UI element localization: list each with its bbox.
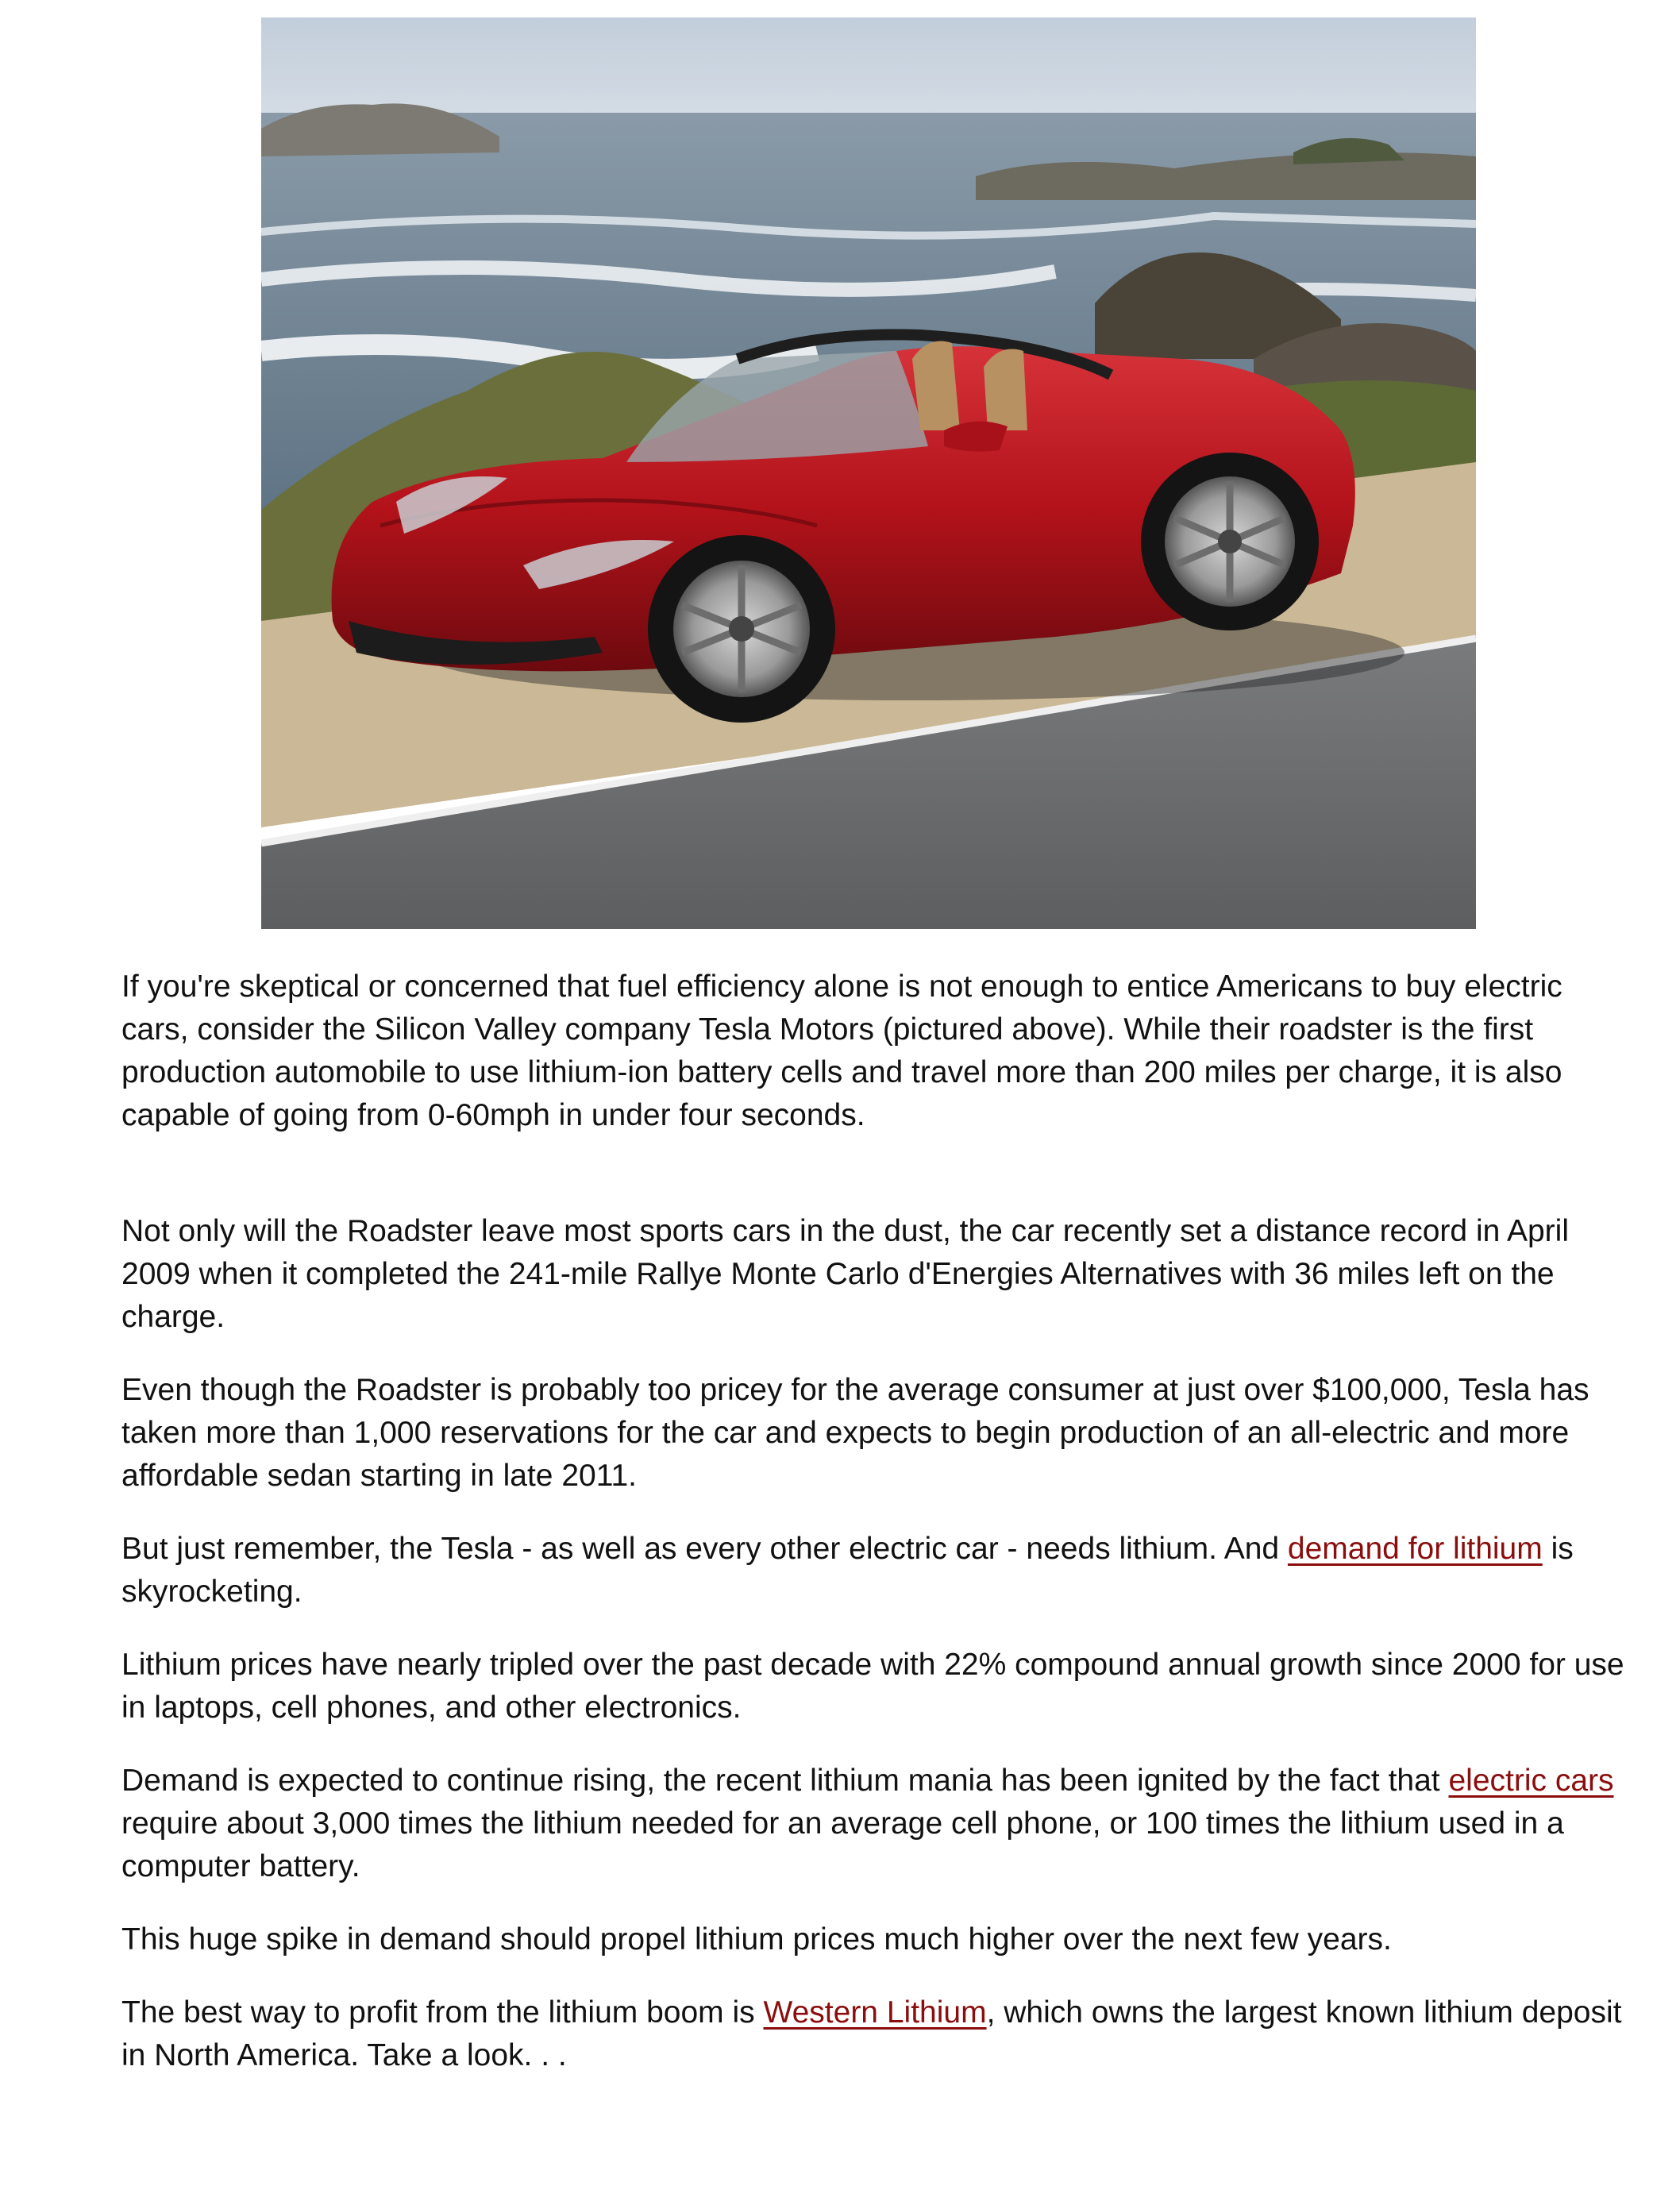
- article-body: [121, 966, 1630, 2107]
- paragraph-text: require about 3,000 times the lithium needed for an average cell phone, or 100 times the lithium used in a computer battery.: [121, 1806, 1564, 1883]
- paragraph-western-lithium: [121, 1991, 1630, 2077]
- hero-photo: [261, 17, 1476, 929]
- demand-for-lithium-link[interactable]: demand for lithium: [1287, 1532, 1543, 1566]
- paragraph-text: Demand is expected to continue rising, the recent lithium mania has been ignited by the fact that: [121, 1764, 1449, 1798]
- paragraph-text: is skyrocketing.: [121, 1532, 1574, 1609]
- paragraph-lithium-prices: Lithium prices have nearly tripled over the past decade with 22% compound annual growth since 2000 for use in laptops, cell phones, and other electronics.: [121, 1648, 1624, 1725]
- paragraph-text: The best way to profit from the lithium boom is: [121, 1995, 764, 2030]
- paragraph-electric-cars: [121, 1760, 1630, 1888]
- paragraph-price-spike: This huge spike in demand should propel lithium prices much higher over the next few years.: [121, 1922, 1392, 1956]
- paragraph-lithium-demand: [121, 1528, 1630, 1613]
- paragraph-intro: If you're skeptical or concerned that fuel efficiency alone is not enough to entice Americans to buy electric cars, consider the Silicon Valley company Tesla Motors (pictured above). While their roadster is the first production automobile to use lithium-ion battery cells and travel more than 200 miles per charge, it is also capable of going from 0-60mph in under four seconds.: [121, 970, 1562, 1132]
- paragraph-price: Even though the Roadster is probably too pricey for the average consumer at just over $100,000, Tesla has taken more than 1,000 reservations for the car and expects to begin production of an all-electric and more affordable sedan starting in late 2011.: [121, 1373, 1589, 1493]
- western-lithium-link[interactable]: Western Lithium: [763, 1995, 987, 2030]
- electric-cars-link[interactable]: electric cars: [1448, 1764, 1614, 1798]
- paragraph-text: , which owns the largest known lithium deposit in North America. Take a look. . .: [121, 1995, 1622, 2072]
- paragraph-text: But just remember, the Tesla - as well as every other electric car - needs lithium. And: [121, 1532, 1288, 1566]
- paragraph-distance-record: Not only will the Roadster leave most sports cars in the dust, the car recently set a distance record in April 2009 when it completed the 241-mile Rallye Monte Carlo d'Energies Alternatives with 36 miles left on the charge.: [121, 1214, 1570, 1334]
